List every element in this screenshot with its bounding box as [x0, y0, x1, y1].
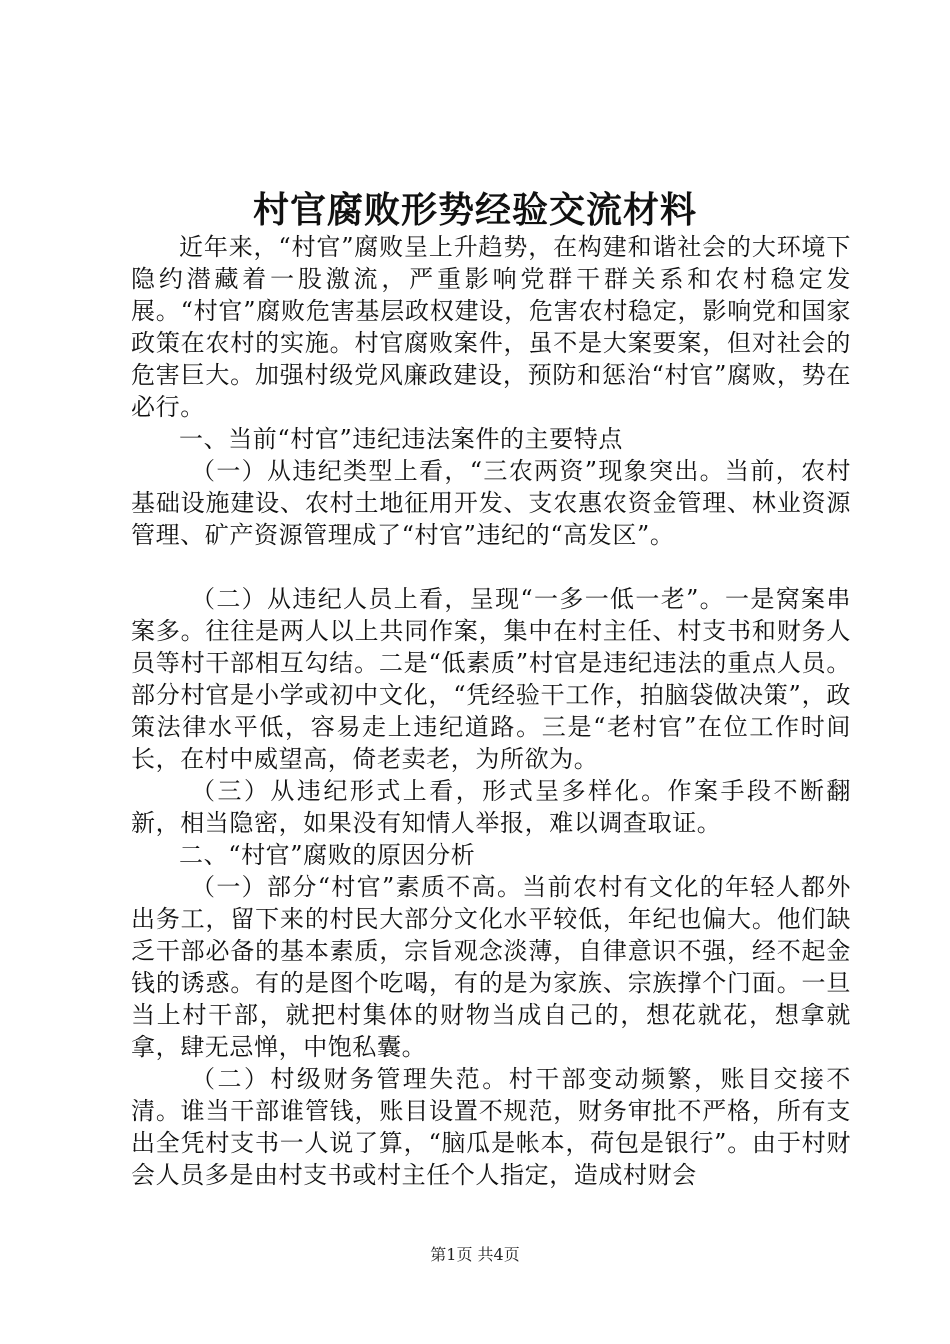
- section-heading-1: 一、当前“村官”违纪违法案件的主要特点: [179, 425, 623, 453]
- page-footer: 第1页 共4页: [430, 1245, 520, 1264]
- document-body: [131, 231, 851, 1191]
- section-heading-2: 二、“村官”腐败的原因分析: [179, 841, 476, 869]
- paragraph-1-1: （一）从违纪类型上看，“三农两资”现象突出。当前，农村基础设施建设、农村土地征用开发、支农惠农资金管理、林业资源管理、矿产资源管理成了“村官”违纪的“高发区”。: [131, 457, 851, 549]
- paragraph-2-1: （一）部分“村官”素质不高。当前农村有文化的年轻人都外出务工，留下来的村民大部分文化水平较低，年纪也偏大。他们缺乏干部必备的基本素质，宗旨观念淡薄，自律意识不强，经不起金钱的诱惑。有的是图个吃喝，有的是为家族、宗族撑个门面。一旦当上村干部，就把村集体的财物当成自己的，想花就花，想拿就拿，肆无忌惮，中饱私囊。: [131, 873, 851, 1061]
- paragraph-intro: 近年来，“村官”腐败呈上升趋势，在构建和谐社会的大环境下隐约潜藏着一股激流，严重影响党群干群关系和农村稳定发展。“村官”腐败危害基层政权建设，危害农村稳定，影响党和国家政策在农村的实施。村官腐败案件，虽不是大案要案，但对社会的危害巨大。加强村级党风廉政建设，预防和惩治“村官”腐败，势在必行。: [131, 233, 851, 421]
- paragraph-2-2: （二）村级财务管理失范。村干部变动频繁，账目交接不清。谁当干部谁管钱，账目设置不规范，财务审批不严格，所有支出全凭村支书一人说了算，“脑瓜是帐本，荷包是银行”。由于村财会人员多是由村支书或村主任个人指定，造成村财会: [131, 1065, 851, 1189]
- document-title: 村官腐败形势经验交流材料: [252, 189, 697, 231]
- paragraph-1-2: （二）从违纪人员上看，呈现“一多一低一老”。一是窝案串案多。往往是两人以上共同作案，集中在村主任、村支书和财务人员等村干部相互勾结。二是“低素质”村官是违纪违法的重点人员。部分村官是小学或初中文化，“凭经验干工作，拍脑袋做决策”，政策法律水平低，容易走上违纪道路。三是“老村官”在位工作时间长，在村中威望高，倚老卖老，为所欲为。: [131, 585, 851, 773]
- paragraph-1-3: （三）从违纪形式上看，形式呈多样化。作案手段不断翻新，相当隐密，如果没有知情人举报，难以调查取证。: [131, 777, 851, 837]
